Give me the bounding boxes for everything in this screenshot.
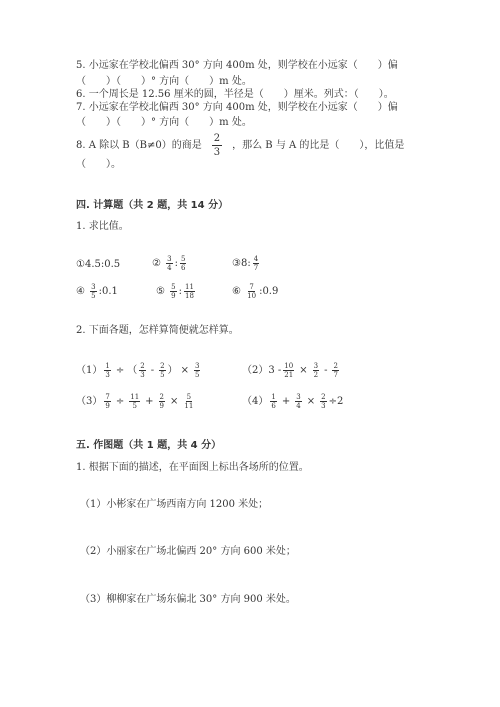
operator: + (281, 396, 291, 407)
drawing-item-3: （3）柳柳家在广场东偏北 30° 方向 900 米处。 (80, 594, 296, 605)
drawing-item-1: （1）小彬家在广场西南方向 1200 米处； (80, 499, 269, 510)
section-5-prompt: 1. 根据下面的描述，在平面图上标出各场所的位置。 (76, 462, 309, 473)
fraction (253, 255, 259, 272)
fraction-numerator: 7 (105, 393, 110, 401)
operator: + (145, 396, 154, 407)
operator: ÷2 (328, 396, 344, 407)
fraction-denominator: 3 (213, 147, 221, 158)
item-label: ⑤ (156, 286, 165, 297)
question-5-line-1: 5. 小远家在学校北偏西 30° 方向 400m 处，则学校在小远家（ ）偏 (76, 60, 398, 71)
fraction-numerator: 4 (253, 255, 259, 263)
fraction (180, 255, 186, 272)
fraction (270, 393, 276, 410)
fraction (104, 362, 110, 379)
fraction-numerator: 2 (321, 393, 326, 401)
question-8-post: ，那么 B 与 A 的比是（ ），比值是 (232, 140, 405, 151)
item-expression: 4.5:0.5 (84, 259, 121, 270)
fraction (332, 362, 338, 379)
drawing-item-2: （2）小丽家在广场北偏西 20° 方向 600 米处； (80, 546, 296, 557)
fraction-numerator: 1 (105, 362, 110, 370)
fraction-numerator: 11 (185, 283, 194, 291)
section-4-title: 四. 计算题（共 2 题，共 14 分） (76, 200, 229, 211)
fraction-denominator: 7 (253, 264, 259, 272)
section-4-q2-prompt: 2. 下面各题，怎样算简便就怎样算。 (76, 325, 239, 336)
operator: × (170, 396, 179, 407)
item-label: ④ (76, 286, 85, 297)
fraction-denominator: 6 (271, 402, 276, 410)
expression-label: （4） (242, 396, 269, 407)
ratio-item-3 (232, 255, 261, 272)
question-8-pre: 8. A 除以 B（B≠0）的商是 (76, 140, 202, 151)
fraction-numerator: 2 (333, 362, 338, 370)
fraction (313, 362, 319, 379)
question-5-line-2: （ ）（ ）° 方向（ ）m 处。 (76, 76, 252, 87)
fraction-denominator: 5 (194, 371, 200, 379)
fraction-numerator: 2 (213, 133, 221, 144)
item-label: ② (152, 258, 161, 269)
ratio-item-1 (76, 259, 120, 270)
fraction (104, 393, 110, 410)
section-5-title: 五. 作图题（共 1 题，共 4 分） (76, 440, 222, 451)
ratio-colon: : (174, 258, 178, 269)
fraction-denominator: 7 (333, 371, 338, 379)
fraction-denominator: 4 (296, 402, 301, 410)
fraction-numerator: 2 (140, 362, 145, 370)
fraction-denominator: 3 (140, 371, 145, 379)
fraction-numerator: 5 (171, 283, 176, 291)
item-label: ⑥ (232, 286, 241, 297)
question-8-line-1 (76, 132, 404, 159)
expression-3 (76, 392, 196, 410)
expression-label: （2）3 - (242, 365, 282, 376)
question-6: 6. 一个周长是 12.56 厘米的圆，半径是（ ）厘米。列式：（ ）。 (76, 89, 394, 100)
fraction-numerator: 10 (284, 362, 294, 370)
left-paren: （ (127, 365, 138, 376)
fraction-denominator: 9 (105, 402, 110, 410)
fraction-denominator: 6 (181, 264, 186, 272)
fraction-denominator: 21 (284, 371, 294, 379)
fraction (295, 393, 301, 410)
fraction-denominator: 5 (160, 371, 165, 379)
question-7-line-1: 7. 小远家在学校北偏西 30° 方向 400m 处，则学校在小远家（ ）偏 (76, 102, 398, 113)
fraction-numerator: 3 (91, 283, 96, 291)
fraction-numerator: 2 (160, 362, 165, 370)
fraction (320, 393, 326, 410)
fraction-denominator: 3 (321, 402, 326, 410)
question-7-line-2: （ ）（ ）° 方向（ ）m 处。 (76, 117, 252, 128)
fraction (283, 362, 294, 379)
operator: × (306, 396, 316, 407)
fraction-numerator: 5 (186, 393, 192, 401)
fraction (246, 283, 257, 300)
fraction (139, 362, 145, 379)
fraction-numerator: 3 (296, 393, 301, 401)
fraction-denominator: 18 (185, 292, 194, 300)
fraction (194, 362, 200, 379)
item-label: ③ (232, 258, 241, 269)
section-4-q1-prompt: 1. 求比值。 (76, 221, 129, 232)
expression-4 (242, 392, 343, 410)
fraction-numerator: 2 (159, 393, 165, 401)
fraction-numerator: 7 (249, 283, 254, 291)
item-label: ① (76, 259, 85, 270)
fraction (183, 393, 194, 410)
ratio-item-2 (152, 255, 188, 272)
expression-2 (242, 361, 341, 379)
right-paren: ） (167, 365, 178, 376)
fraction-denominator: 2 (313, 371, 319, 379)
expression-label: （1） (76, 365, 103, 376)
item-expression: 8: (240, 258, 251, 269)
fraction-denominator: 5 (132, 402, 137, 410)
fraction-numerator: 3 (167, 255, 172, 263)
fraction (129, 393, 140, 410)
fraction-numerator: 3 (194, 362, 200, 370)
fraction-denominator: 5 (91, 292, 96, 300)
expression-1 (76, 361, 202, 379)
fraction-denominator: 9 (171, 292, 176, 300)
operator: ÷ (115, 365, 125, 376)
ratio-item-6 (232, 283, 278, 300)
fraction-numerator: 11 (130, 393, 140, 401)
operator: - (324, 365, 328, 376)
expression-label: （3） (76, 396, 103, 407)
item-expression: :0.1 (98, 286, 118, 297)
fraction (170, 283, 176, 300)
question-8-fraction (212, 132, 222, 159)
operator: - (150, 365, 155, 376)
fraction-denominator: 3 (105, 371, 110, 379)
operator: ÷ (115, 396, 125, 407)
ratio-item-4 (76, 283, 118, 300)
ratio-colon: : (178, 286, 182, 297)
fraction-numerator: 5 (181, 255, 186, 263)
fraction (184, 283, 195, 300)
operator: × (299, 365, 308, 376)
fraction-numerator: 1 (271, 393, 276, 401)
operator: × (180, 365, 189, 376)
question-8-line-2: （ ）。 (76, 159, 121, 170)
fraction-denominator: 9 (159, 402, 165, 410)
fraction-denominator: 10 (247, 292, 257, 300)
ratio-item-5 (156, 283, 197, 300)
fraction-denominator: 11 (184, 402, 194, 410)
fraction-denominator: 4 (167, 264, 172, 272)
fraction (159, 362, 165, 379)
fraction-numerator: 3 (313, 362, 319, 370)
item-expression: :0.9 (259, 286, 279, 297)
fraction (166, 255, 172, 272)
fraction (159, 393, 165, 410)
fraction (90, 283, 96, 300)
